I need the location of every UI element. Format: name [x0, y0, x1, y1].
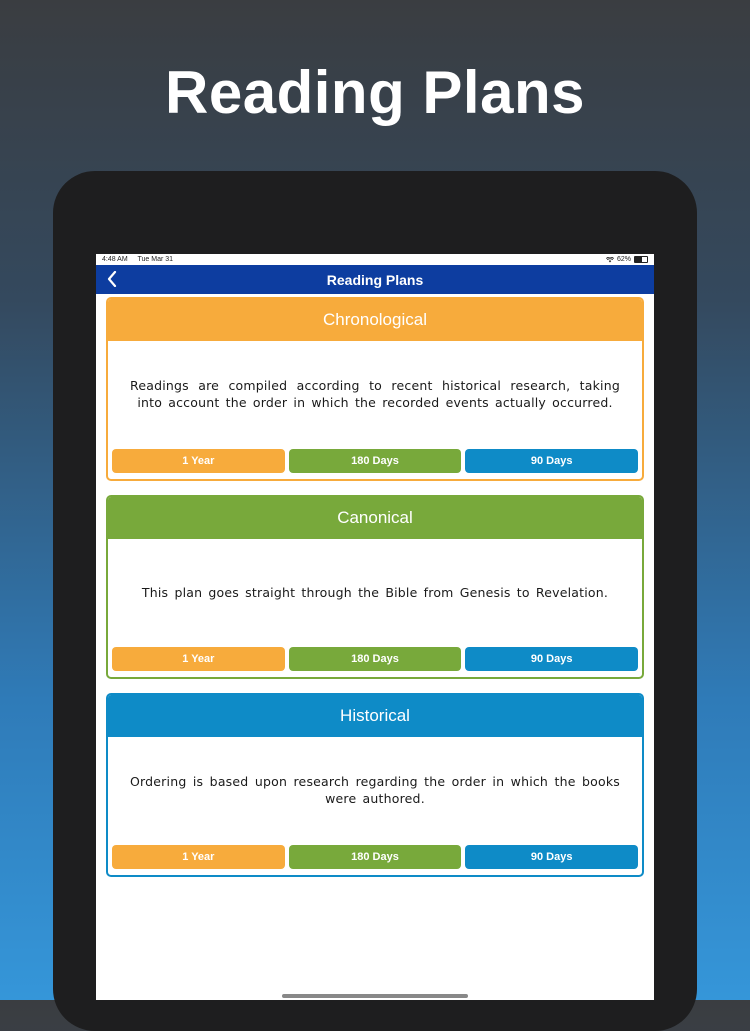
- chevron-left-icon: [107, 271, 117, 287]
- hero-title: Reading Plans: [165, 59, 585, 126]
- battery-icon: [634, 256, 648, 263]
- plan-180-days-button[interactable]: 180 Days: [289, 449, 462, 473]
- status-time: 4:48 AM: [102, 256, 128, 263]
- back-button[interactable]: [102, 269, 122, 289]
- app-screen: [96, 254, 654, 1000]
- plan-card-historical: [106, 693, 644, 877]
- plan-card-header: Canonical: [108, 497, 642, 539]
- nav-title: Reading Plans: [326, 271, 424, 288]
- plan-1-year-button[interactable]: 1 Year: [112, 845, 285, 869]
- plan-180-days-button[interactable]: 180 Days: [289, 845, 462, 869]
- plan-duration-buttons: [108, 843, 642, 875]
- wifi-icon: [606, 257, 614, 263]
- plan-description: Ordering is based upon research regarding the order in which the books were authored.: [130, 774, 620, 806]
- plan-card-canonical: [106, 495, 644, 679]
- plan-description: This plan goes straight through the Bible from Genesis to Revelation.: [141, 584, 609, 600]
- plan-90-days-button[interactable]: 90 Days: [465, 845, 638, 869]
- status-bar: [96, 254, 654, 265]
- plan-description: Readings are compiled according to recent historical research, taking into account the order in which the recorded events actually occurred.: [130, 378, 620, 410]
- plan-90-days-button[interactable]: 90 Days: [465, 449, 638, 473]
- status-date: Tue Mar 31: [137, 256, 174, 263]
- plan-duration-buttons: [108, 645, 642, 677]
- plan-90-days-button[interactable]: 90 Days: [465, 647, 638, 671]
- plan-card-header: Historical: [108, 695, 642, 737]
- nav-bar: [96, 265, 654, 294]
- plan-list: [96, 294, 654, 877]
- plan-duration-buttons: [108, 447, 642, 479]
- plan-180-days-button[interactable]: 180 Days: [289, 647, 462, 671]
- plan-1-year-button[interactable]: 1 Year: [112, 647, 285, 671]
- plan-card-chronological: [106, 297, 644, 481]
- plan-card-header: Chronological: [108, 299, 642, 341]
- plan-1-year-button[interactable]: 1 Year: [112, 449, 285, 473]
- battery-percent: 62%: [616, 256, 631, 263]
- home-indicator: [282, 994, 468, 998]
